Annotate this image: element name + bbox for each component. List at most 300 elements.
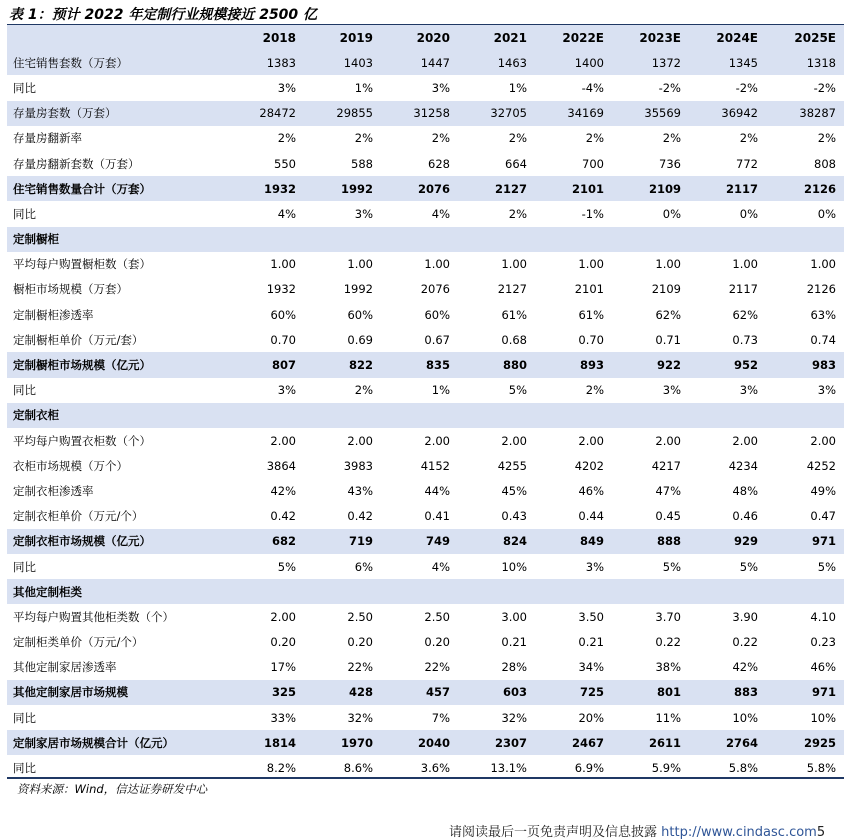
table-cell: 46% [578, 483, 604, 498]
table-row [7, 252, 844, 277]
table-cell: 0.45 [655, 509, 681, 524]
table-cell: 5% [277, 559, 296, 574]
table-cell: 801 [612, 680, 689, 705]
table-cell: 550 [274, 156, 296, 171]
table-cell [612, 227, 689, 252]
table-cell: 0.70 [578, 332, 604, 347]
data-table [7, 25, 844, 781]
row-label: 其他定制家居渗透率 [13, 660, 117, 675]
table-row [7, 101, 844, 126]
table-cell: 2.00 [347, 433, 373, 448]
table-cell: 0.41 [424, 509, 450, 524]
table-cell [535, 579, 612, 604]
table-cell: 682 [227, 529, 304, 554]
table-cell: 20% [578, 710, 604, 725]
table-cell: 1345 [689, 50, 766, 75]
table-cell: 1318 [766, 50, 844, 75]
table-cell: 63% [810, 307, 836, 322]
table-cell: 1.00 [578, 257, 604, 272]
table-cell: 883 [689, 680, 766, 705]
table-cell: 4% [277, 206, 296, 221]
table-cell: 38% [655, 660, 681, 675]
table-cell: 736 [659, 156, 681, 171]
table-cell: 31258 [381, 101, 458, 126]
table-cell: 2126 [766, 176, 844, 201]
row-label: 橱柜市场规模（万套） [13, 282, 128, 297]
table-cell [689, 227, 766, 252]
table-cell: 2% [585, 131, 604, 146]
row-label: 平均每户购置其他柜类数（个） [13, 609, 174, 624]
row-label: 定制衣柜单价（万元/个） [13, 509, 144, 524]
table-cell: 3% [585, 559, 604, 574]
table-cell: 2.00 [655, 433, 681, 448]
column-header: 2019 [304, 25, 381, 50]
source-note: 资料来源：Wind，信达证券研发中心 [17, 782, 208, 796]
table-cell [612, 579, 689, 604]
table-cell: 5% [817, 559, 836, 574]
table-cell [689, 403, 766, 428]
table-cell: 835 [381, 352, 458, 377]
table-row [7, 403, 844, 428]
column-header: 2024E [689, 25, 766, 50]
table-cell: 34% [578, 660, 604, 675]
table-cell [381, 227, 458, 252]
table-cell: 33% [270, 710, 296, 725]
table-cell: 952 [689, 352, 766, 377]
table-cell: 849 [535, 529, 612, 554]
table-cell: 36942 [689, 101, 766, 126]
table-cell: -2% [735, 80, 758, 95]
table-cell: 664 [505, 156, 527, 171]
table-cell: 34169 [535, 101, 612, 126]
table-cell [227, 403, 304, 428]
table-cell: 3983 [343, 458, 373, 473]
table-cell: 22% [424, 660, 450, 675]
row-label: 定制衣柜 [7, 403, 227, 428]
table-cell [227, 579, 304, 604]
table-cell: 0.73 [732, 332, 758, 347]
table-cell: 2% [354, 383, 373, 398]
table-cell: 1403 [304, 50, 381, 75]
table-cell: 2040 [381, 730, 458, 755]
table-cell: 1932 [227, 176, 304, 201]
table-cell: 6% [354, 559, 373, 574]
row-label: 平均每户购置衣柜数（个） [13, 433, 151, 448]
table-cell: 2% [508, 206, 527, 221]
table-cell: 0.68 [501, 332, 527, 347]
table-cell: 2.50 [347, 609, 373, 624]
table-cell: 0.44 [578, 509, 604, 524]
table-cell: 888 [612, 529, 689, 554]
table-row [7, 151, 844, 176]
table-row [7, 453, 844, 478]
table-cell: 62% [655, 307, 681, 322]
table-row [7, 302, 844, 327]
table-cell: 0.42 [347, 509, 373, 524]
row-label: 定制橱柜渗透率 [13, 307, 94, 322]
table-cell [458, 579, 535, 604]
table-cell: 28472 [227, 101, 304, 126]
table-cell: 8.6% [343, 761, 373, 776]
table-cell: 2.00 [270, 609, 296, 624]
table-cell: 1.00 [270, 257, 296, 272]
table-cell: 10% [810, 710, 836, 725]
table-cell: 42% [732, 660, 758, 675]
table-cell: 2101 [574, 282, 604, 297]
table-row [7, 529, 844, 554]
table-cell: 60% [270, 307, 296, 322]
table-row [7, 478, 844, 503]
table-cell: 1% [431, 383, 450, 398]
table-row [7, 201, 844, 226]
table-cell: 32% [501, 710, 527, 725]
table-cell: 822 [304, 352, 381, 377]
table-cell: 3.6% [420, 761, 450, 776]
table-row [7, 327, 844, 352]
table-cell: 11% [655, 710, 681, 725]
table-cell: 2467 [535, 730, 612, 755]
table-cell: 971 [766, 680, 844, 705]
table-cell: 1383 [227, 50, 304, 75]
disclaimer-text: 请阅读最后一页免责声明及信息披露 [449, 825, 662, 840]
table-cell: 428 [304, 680, 381, 705]
table-cell: 971 [766, 529, 844, 554]
table-cell: 3% [431, 80, 450, 95]
table-cell [535, 227, 612, 252]
table-cell: 2101 [535, 176, 612, 201]
table-cell: 3864 [266, 458, 296, 473]
table-cell: 3% [739, 383, 758, 398]
table-cell: 2764 [689, 730, 766, 755]
table-cell: 0.70 [270, 332, 296, 347]
table-cell: 893 [535, 352, 612, 377]
table-cell: 0% [739, 206, 758, 221]
table-cell: 0.22 [655, 635, 681, 650]
table-cell: 2925 [766, 730, 844, 755]
row-label: 定制橱柜单价（万元/套） [13, 332, 144, 347]
table-cell [689, 579, 766, 604]
table-cell: 0.71 [655, 332, 681, 347]
table-cell: 603 [458, 680, 535, 705]
table-cell: 0.42 [270, 509, 296, 524]
table-cell: 0.20 [424, 635, 450, 650]
table-cell: 0.74 [810, 332, 836, 347]
table-cell: 807 [227, 352, 304, 377]
table-cell: 1400 [535, 50, 612, 75]
table-cell: 4.10 [810, 609, 836, 624]
table-row [7, 126, 844, 151]
table-cell: 2% [585, 383, 604, 398]
row-label: 平均每户购置橱柜数（套） [13, 257, 151, 272]
table-row [7, 227, 844, 252]
table-cell: 0.69 [347, 332, 373, 347]
table-cell: 35569 [612, 101, 689, 126]
table-cell: -4% [581, 80, 604, 95]
column-header: 2025E [766, 25, 844, 50]
row-label: 其他定制柜类 [7, 579, 227, 604]
table-cell: 808 [814, 156, 836, 171]
table-cell: 1992 [343, 282, 373, 297]
table-header-corner [7, 25, 227, 50]
table-cell: 325 [227, 680, 304, 705]
table-cell: 2.00 [424, 433, 450, 448]
table-cell: 22% [347, 660, 373, 675]
table-cell: 3% [662, 383, 681, 398]
table-cell: 880 [458, 352, 535, 377]
table-cell: 3% [817, 383, 836, 398]
row-label: 同比 [13, 761, 36, 776]
website-link[interactable]: http://www.cindasc.com [661, 825, 817, 840]
row-label: 存量房套数（万套） [7, 101, 227, 126]
table-cell: 1.00 [424, 257, 450, 272]
table-cell: 3.00 [501, 609, 527, 624]
table-cell: 4% [431, 559, 450, 574]
table-cell: 700 [582, 156, 604, 171]
table-cell: 0.22 [732, 635, 758, 650]
row-label: 同比 [13, 559, 36, 574]
table-cell: 0% [817, 206, 836, 221]
row-label: 同比 [13, 80, 36, 95]
table-cell: 1463 [458, 50, 535, 75]
table-cell [535, 403, 612, 428]
table-cell: 60% [347, 307, 373, 322]
table-cell: 1814 [227, 730, 304, 755]
table-cell: 7% [431, 710, 450, 725]
table-cell: 1992 [304, 176, 381, 201]
table-cell: 2109 [651, 282, 681, 297]
table-cell: 29855 [304, 101, 381, 126]
table-cell: 2.00 [732, 433, 758, 448]
table-cell: 2127 [497, 282, 527, 297]
table-cell: 2127 [458, 176, 535, 201]
table-row [7, 352, 844, 377]
table-cell: 983 [766, 352, 844, 377]
table-cell: 4217 [651, 458, 681, 473]
table-cell [766, 579, 844, 604]
table-cell: 0.21 [578, 635, 604, 650]
table-cell: 4252 [806, 458, 836, 473]
table-cell: 3.50 [578, 609, 604, 624]
row-label: 衣柜市场规模（万个） [13, 458, 128, 473]
table-cell: 5% [739, 559, 758, 574]
table-cell: 0.21 [501, 635, 527, 650]
table-cell: 2126 [806, 282, 836, 297]
table-row [7, 655, 844, 680]
table-cell: 719 [304, 529, 381, 554]
row-label: 同比 [13, 206, 36, 221]
table-cell: 1.00 [347, 257, 373, 272]
table-cell: 2076 [420, 282, 450, 297]
table-row [7, 630, 844, 655]
row-label: 定制家居市场规模合计（亿元） [7, 730, 227, 755]
table-cell: 10% [501, 559, 527, 574]
table-cell: 42% [270, 483, 296, 498]
table-cell: 38287 [766, 101, 844, 126]
table-cell: 628 [428, 156, 450, 171]
table-cell: 3.90 [732, 609, 758, 624]
table-cell: 1372 [612, 50, 689, 75]
table-row [7, 75, 844, 100]
row-label: 定制柜类单价（万元/个） [13, 635, 144, 650]
table-cell: 772 [736, 156, 758, 171]
table-cell: 61% [578, 307, 604, 322]
table-cell: 0.43 [501, 509, 527, 524]
table-cell: 2.50 [424, 609, 450, 624]
table-cell: 1% [508, 80, 527, 95]
table-cell: 61% [501, 307, 527, 322]
table-cell: 0.20 [270, 635, 296, 650]
table-cell: 0.23 [810, 635, 836, 650]
table-cell: 32705 [458, 101, 535, 126]
table-cell: 5.8% [806, 761, 836, 776]
table-cell: 4255 [497, 458, 527, 473]
table-cell: 2076 [381, 176, 458, 201]
table-cell: 1970 [304, 730, 381, 755]
table-row [7, 730, 844, 755]
table-cell: 2% [739, 131, 758, 146]
table-cell: 2% [277, 131, 296, 146]
table-cell [766, 227, 844, 252]
table-cell: 4% [431, 206, 450, 221]
table-cell: 3.70 [655, 609, 681, 624]
table-row [7, 504, 844, 529]
row-label: 定制衣柜市场规模（亿元） [7, 529, 227, 554]
table-cell: 3% [354, 206, 373, 221]
table-row [7, 176, 844, 201]
table-cell: 43% [347, 483, 373, 498]
column-header: 2022E [535, 25, 612, 50]
table-header-row [7, 25, 844, 50]
table-row [7, 50, 844, 75]
table-row [7, 680, 844, 705]
table-cell: -1% [581, 206, 604, 221]
table-cell: 1.00 [501, 257, 527, 272]
table-cell: 2.00 [810, 433, 836, 448]
table-cell: 4234 [728, 458, 758, 473]
table-cell: 44% [424, 483, 450, 498]
table-cell: 17% [270, 660, 296, 675]
row-label: 定制橱柜市场规模（亿元） [7, 352, 227, 377]
table-cell: -2% [658, 80, 681, 95]
row-label: 存量房翻新率 [13, 131, 82, 146]
table-cell: 2% [431, 131, 450, 146]
row-label: 存量房翻新套数（万套） [13, 156, 140, 171]
table-row [7, 554, 844, 579]
table-cell: 3% [277, 383, 296, 398]
table-cell: 2.00 [270, 433, 296, 448]
table-cell: 749 [381, 529, 458, 554]
table-cell: 2117 [728, 282, 758, 297]
table-cell: 60% [424, 307, 450, 322]
table-cell: 824 [458, 529, 535, 554]
table-cell: 4152 [420, 458, 450, 473]
table-cell [381, 403, 458, 428]
table-cell: 5.8% [728, 761, 758, 776]
table-title: 表 1：预计 2022 年定制行业规模接近 2500 亿 [9, 7, 318, 23]
table-row [7, 604, 844, 629]
table-cell [458, 403, 535, 428]
table-cell: 1% [354, 80, 373, 95]
table-cell: 32% [347, 710, 373, 725]
row-label: 同比 [13, 383, 36, 398]
table-cell: 2% [354, 131, 373, 146]
table-body [7, 50, 844, 780]
table-cell: 5% [508, 383, 527, 398]
table-cell: 2% [662, 131, 681, 146]
table-cell: 588 [351, 156, 373, 171]
table-cell: 2117 [689, 176, 766, 201]
table-cell: 62% [732, 307, 758, 322]
table-cell: 1.00 [810, 257, 836, 272]
page-number: 5 [816, 825, 826, 840]
row-label: 同比 [13, 710, 36, 725]
table-cell: 2.00 [578, 433, 604, 448]
table-cell: 5% [662, 559, 681, 574]
table-cell: 13.1% [490, 761, 527, 776]
table-cell: 4202 [574, 458, 604, 473]
table-cell: 1932 [266, 282, 296, 297]
table-cell: 922 [612, 352, 689, 377]
table-cell: 929 [689, 529, 766, 554]
table-cell: 457 [381, 680, 458, 705]
column-header: 2021 [458, 25, 535, 50]
table-cell [612, 403, 689, 428]
table-cell: 10% [732, 710, 758, 725]
page-footer [449, 821, 825, 840]
table-cell: 46% [810, 660, 836, 675]
column-header: 2023E [612, 25, 689, 50]
table-cell: 1447 [381, 50, 458, 75]
row-label: 住宅销售套数（万套） [7, 50, 227, 75]
table-cell: 1.00 [655, 257, 681, 272]
table-cell: 0.20 [347, 635, 373, 650]
table-cell: 2307 [458, 730, 535, 755]
table-row [7, 428, 844, 453]
table-row [7, 579, 844, 604]
table-cell: 6.9% [574, 761, 604, 776]
table-cell: 47% [655, 483, 681, 498]
table-cell: 725 [535, 680, 612, 705]
table-cell [304, 227, 381, 252]
table-cell: 0% [662, 206, 681, 221]
row-label: 其他定制家居市场规模 [7, 680, 227, 705]
table-cell: 0.47 [810, 509, 836, 524]
column-header: 2020 [381, 25, 458, 50]
table-cell [304, 579, 381, 604]
table-cell: 2611 [612, 730, 689, 755]
table-bottom-rule [7, 777, 844, 779]
table-cell [766, 403, 844, 428]
row-label: 定制橱柜 [7, 227, 227, 252]
table-cell: 1.00 [732, 257, 758, 272]
table-cell: -2% [813, 80, 836, 95]
table-cell: 0.46 [732, 509, 758, 524]
table-cell: 28% [501, 660, 527, 675]
table-cell: 5.9% [651, 761, 681, 776]
table-cell: 48% [732, 483, 758, 498]
row-label: 定制衣柜渗透率 [13, 483, 94, 498]
table-row [7, 378, 844, 403]
table-cell [227, 227, 304, 252]
table-cell: 8.2% [266, 761, 296, 776]
table-cell: 2% [508, 131, 527, 146]
table-cell: 45% [501, 483, 527, 498]
table-cell [458, 227, 535, 252]
table-cell: 2% [817, 131, 836, 146]
column-header: 2018 [227, 25, 304, 50]
table-row [7, 705, 844, 730]
table-cell: 49% [810, 483, 836, 498]
